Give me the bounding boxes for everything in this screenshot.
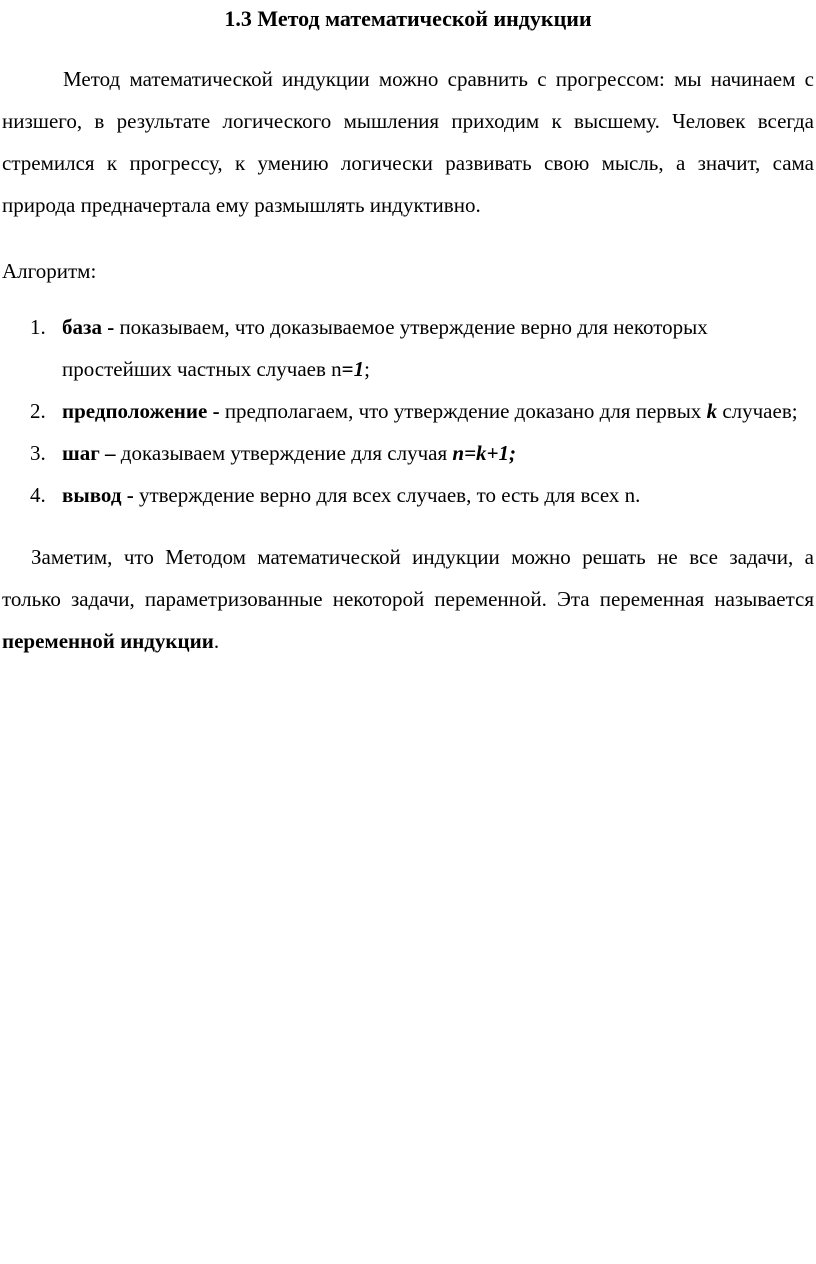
step-number: 3.	[30, 441, 46, 465]
step-expr-eq: =	[341, 357, 354, 381]
step-expr-val: 1	[353, 357, 365, 381]
conclusion-tail: .	[213, 629, 220, 653]
step-term: предположение -	[62, 399, 220, 423]
step-term: вывод -	[62, 483, 134, 507]
step-number: 4.	[30, 483, 46, 507]
step-item-conclusion	[2, 474, 814, 516]
step-expr: n=k+1;	[452, 441, 517, 465]
step-text: предполагаем, что утверждение доказано для первых	[219, 399, 707, 423]
step-tail: ;	[364, 357, 370, 381]
step-text: утверждение верно для всех случаев, то есть для всех n.	[133, 483, 641, 507]
step-item-base	[2, 306, 814, 390]
section-title: 1.3 Метод математической индукции	[224, 6, 592, 31]
step-text: доказываем утверждение для случая	[115, 441, 453, 465]
step-tail: случаев;	[717, 399, 798, 423]
step-item-assumption	[2, 390, 814, 432]
intro-paragraph: Метод математической индукции можно сравнить с прогрессом: мы начинаем с низшего, в результате логического мышления приходим к высшему. Человек всегда стремился к прогрессу, к умению логически развивать свою мысль, а значит, сама природа предначертала ему размышлять индуктивно.	[2, 67, 814, 217]
algorithm-label: Алгоритм:	[2, 259, 97, 283]
step-item-step	[2, 432, 814, 474]
conclusion-paragraph	[2, 536, 814, 662]
step-text: показываем, что доказываемое утверждение верно для некоторых простейших частных случаев n	[62, 315, 708, 381]
step-number: 2.	[30, 399, 46, 423]
conclusion-text: Заметим, что Методом математической индукции можно решать не все задачи, а только задачи, параметризованные некоторой переменной. Эта переменная называется	[2, 545, 814, 611]
step-var: k	[706, 399, 718, 423]
step-number: 1.	[30, 315, 46, 339]
algorithm-steps	[2, 306, 814, 516]
step-term: база -	[62, 315, 115, 339]
conclusion-term: переменной индукции	[2, 629, 214, 653]
step-term: шаг –	[62, 441, 116, 465]
